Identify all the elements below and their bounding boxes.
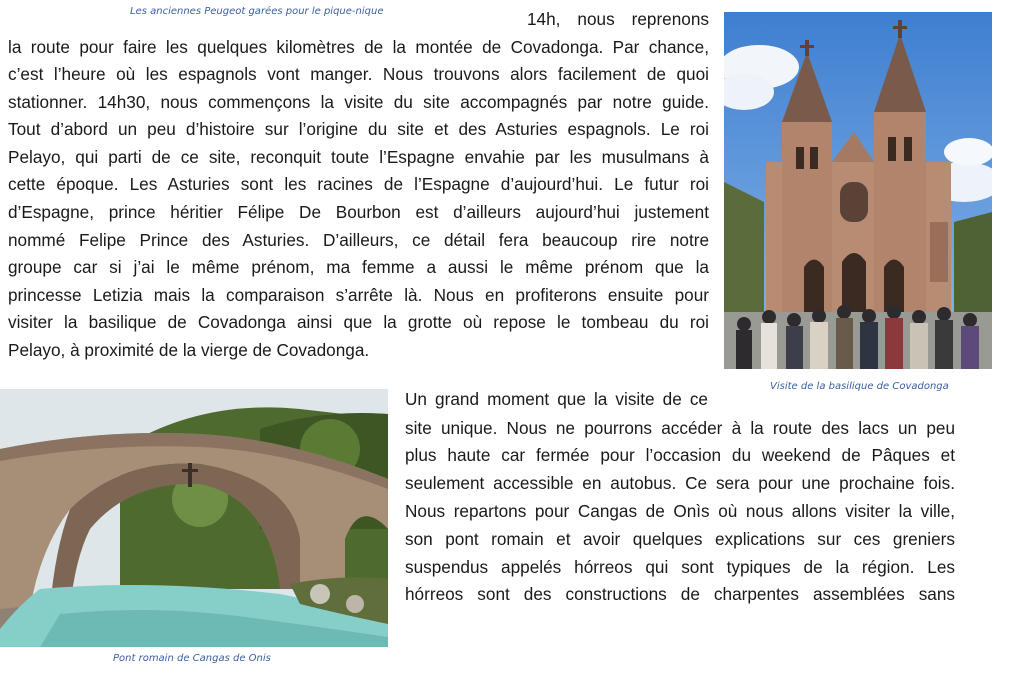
text-line: Pelayo, à proximité de la vierge de Covadonga. — [8, 340, 370, 360]
caption-bridge: Pont romain de Cangas de Onis — [113, 653, 271, 664]
text-line: c’est l’heure où les espagnols vont manger. Nous trouvons alors facilement de quoi — [8, 64, 709, 84]
roman-bridge-illustration — [0, 389, 388, 647]
text-line: 14h, nous reprenons — [527, 9, 709, 29]
text-line: cette époque. Les Asturies sont les racines de l’Espagne d’aujourd’hui. Le futur roi — [8, 174, 709, 194]
caption-basilica: Visite de la basilique de Covadonga — [770, 381, 949, 392]
text-line: nommé Felipe Prince des Asturies. D’ailleurs, ce détail fera beaucoup rire notre — [8, 230, 709, 250]
basilica-illustration — [724, 12, 992, 369]
text-line: son pont romain et avoir quelques explications sur ces greniers — [405, 529, 955, 549]
text-line: Nous repartons pour Cangas de Onìs où nous allons visiter la ville, — [405, 501, 955, 521]
text-line: princesse Letizia mais la comparaison s’arrête là. Nous en profiterons ensuite pour — [8, 285, 709, 305]
text-line: visiter la basilique de Covadonga ainsi que la grotte où repose le tombeau du roi — [8, 312, 709, 332]
text-line: Tout d’abord un peu d’histoire sur l’origine du site et des Asturies espagnols. Le roi — [8, 119, 709, 139]
text-line: site unique. Nous ne pourrons accéder à la route des lacs un peu — [405, 418, 955, 438]
text-line: suspendus appelés hórreos qui sont typiques de la région. Les — [405, 557, 955, 577]
bridge-photo — [0, 389, 388, 647]
text-line: seulement accessible en autobus. Ce sera pour une prochaine fois. — [405, 473, 955, 493]
text-line: Pelayo, qui parti de ce site, reconquit toute l’Espagne envahie par les musulmans à — [8, 147, 709, 167]
text-line: la route pour faire les quelques kilomètres de la montée de Covadonga. Par chance, — [8, 37, 709, 57]
basilica-photo — [724, 12, 992, 369]
text-line: stationner. 14h30, nous commençons la visite du site accompagnés par notre guide. — [8, 92, 709, 112]
text-line: groupe car si j’ai le même prénom, ma femme a aussi le même prénom que la — [8, 257, 709, 277]
text-line: d’Espagne, prince héritier Félipe De Bourbon est d’ailleurs aujourd’hui justement — [8, 202, 709, 222]
text-line: hórreos sont des constructions de charpentes assemblées sans — [405, 584, 955, 604]
text-line: Un grand moment que la visite de ce — [405, 389, 708, 409]
caption-peugeot: Les anciennes Peugeot garées pour le pique-nique — [130, 6, 384, 17]
text-line: plus haute car fermée pour l’occasion du weekend de Pâques et — [405, 445, 955, 465]
